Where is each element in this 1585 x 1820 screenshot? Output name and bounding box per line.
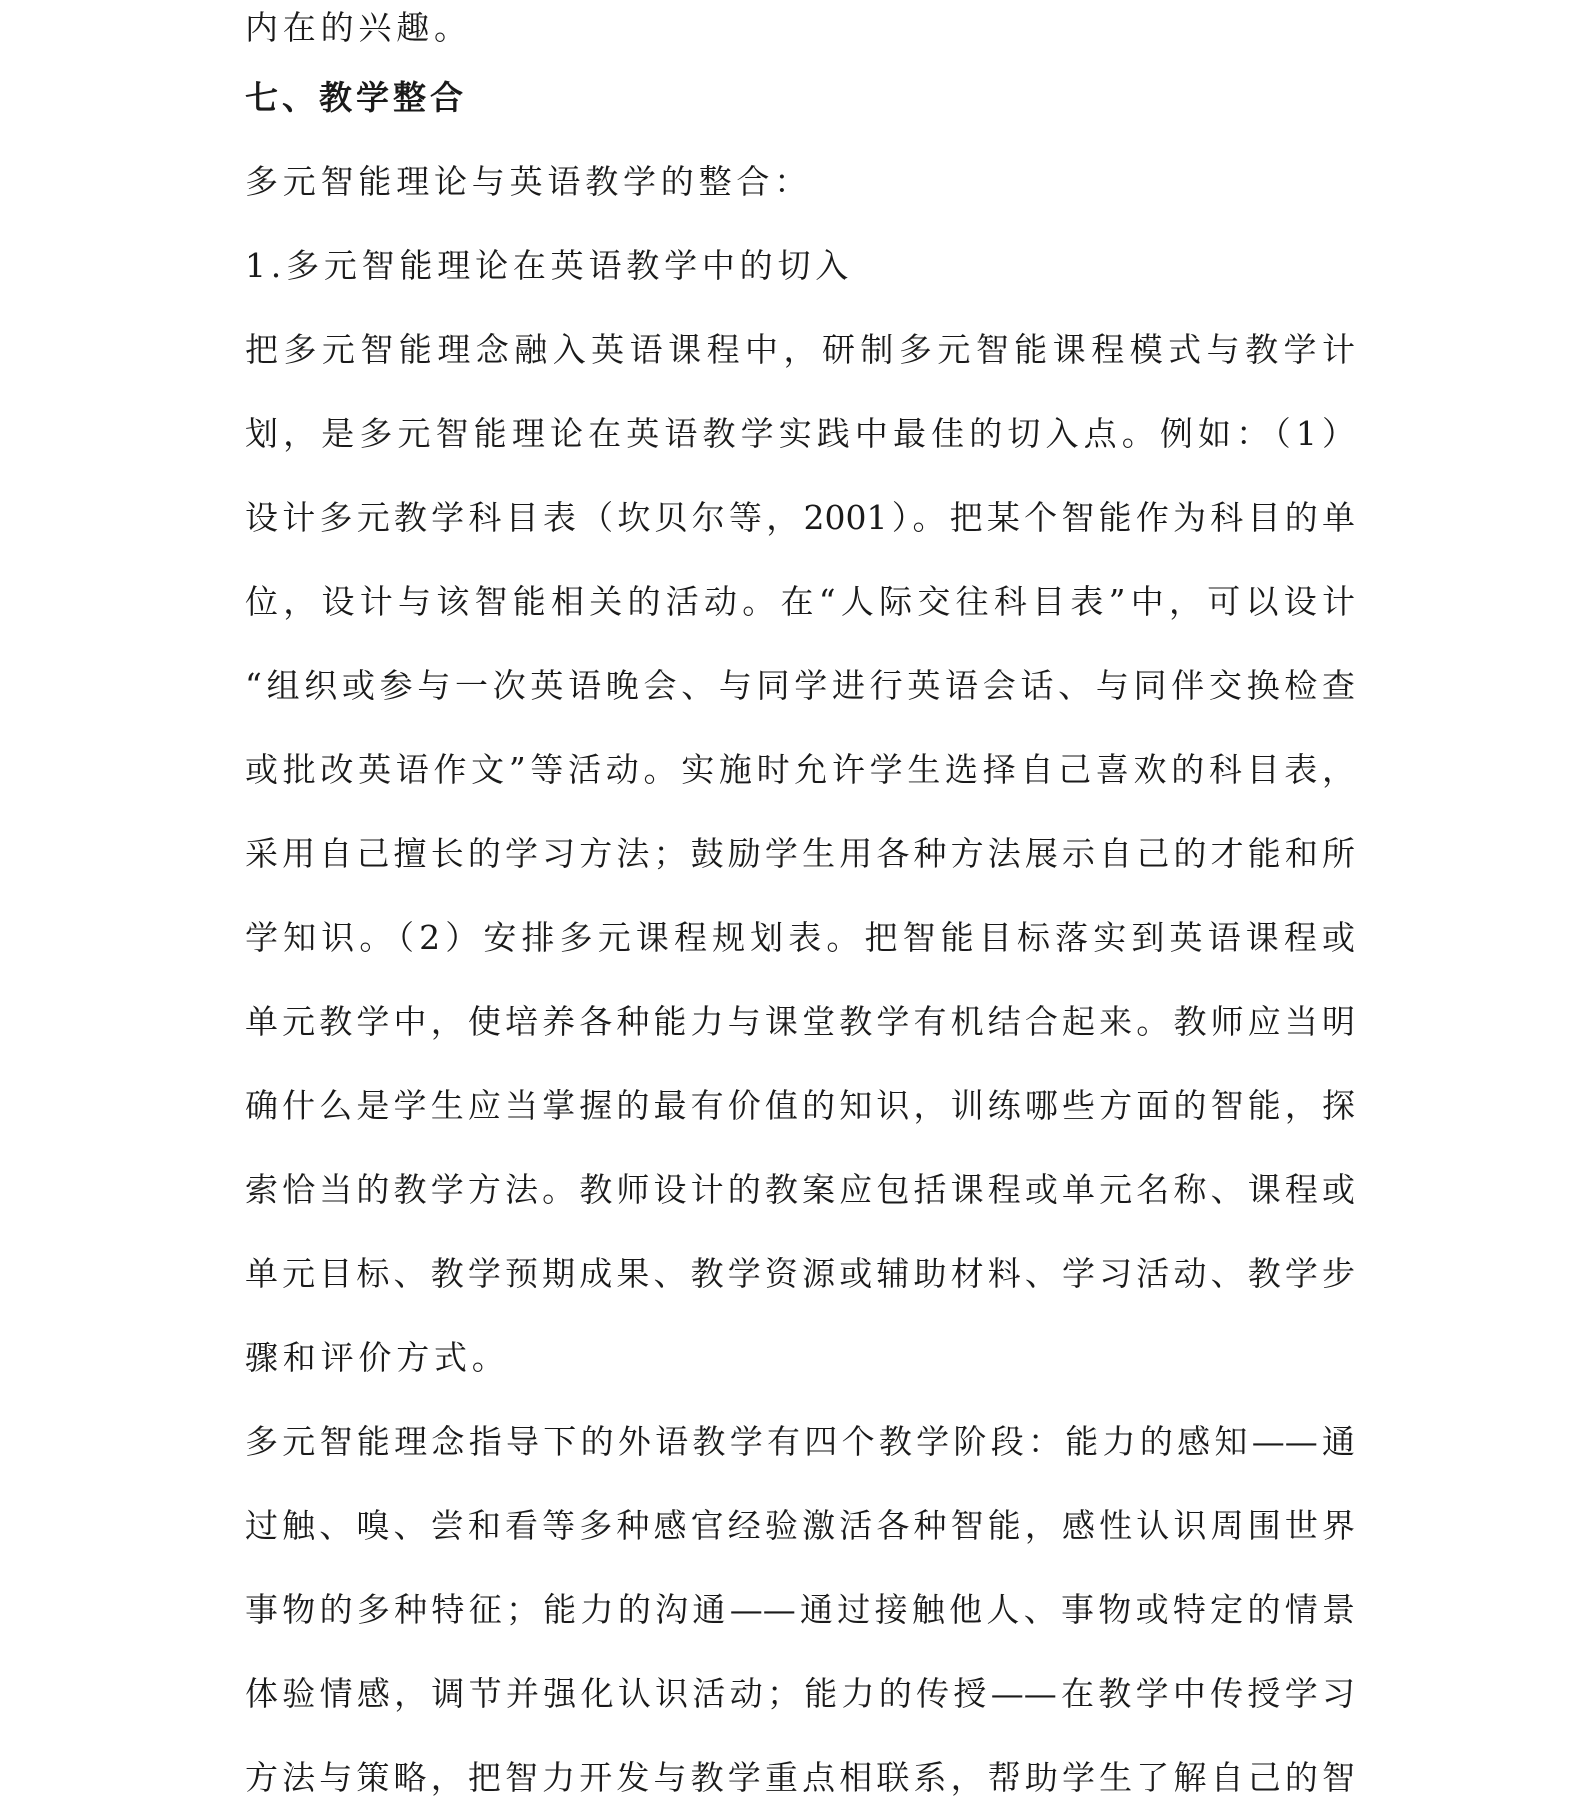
paragraph-line: 单元教学中，使培养各种能力与课堂教学有机结合起来。教师应当明: [245, 1002, 1355, 1041]
paragraph-line: 或批改英语作文”等活动。实施时允许学生选择自己喜欢的科目表，: [245, 750, 1355, 789]
subsection-heading: 1.多元智能理论在英语教学中的切入: [245, 246, 854, 285]
paragraph-line: 学知识。（2）安排多元课程规划表。把智能目标落实到英语课程或: [245, 918, 1355, 957]
paragraph-line: 方法与策略，把智力开发与教学重点相联系，帮助学生了解自己的智: [245, 1758, 1355, 1797]
document-body: [245, 0, 1355, 1820]
paragraph-line: 把多元智能理念融入英语课程中，研制多元智能课程模式与教学计: [245, 330, 1355, 369]
paragraph-line: 划，是多元智能理论在英语教学实践中最佳的切入点。例如：（1）: [245, 414, 1355, 453]
paragraph-line: “组织或参与一次英语晚会、与同学进行英语会话、与同伴交换检查: [245, 666, 1355, 705]
paragraph-line: 事物的多种特征；能力的沟通——通过接触他人、事物或特定的情景: [245, 1590, 1355, 1629]
paragraph-line: 设计多元教学科目表（坎贝尔等，2001）。把某个智能作为科目的单: [245, 498, 1355, 537]
paragraph-line: 骤和评价方式。: [245, 1338, 510, 1377]
section-heading: 七、教学整合: [245, 78, 467, 117]
paragraph-line: 位，设计与该智能相关的活动。在“人际交往科目表”中，可以设计: [245, 582, 1355, 621]
paragraph-line: 体验情感，调节并强化认识活动；能力的传授——在教学中传授学习: [245, 1674, 1355, 1713]
paragraph-line: 采用自己擅长的学习方法；鼓励学生用各种方法展示自己的才能和所: [245, 834, 1355, 873]
paragraph-line: 内在的兴趣。: [245, 8, 472, 47]
paragraph-line: 过触、嗅、尝和看等多种感官经验激活各种智能，感性认识周围世界: [245, 1506, 1355, 1545]
paragraph-line: 确什么是学生应当掌握的最有价值的知识，训练哪些方面的智能，探: [245, 1086, 1355, 1125]
paragraph-line: 多元智能理念指导下的外语教学有四个教学阶段：能力的感知——通: [245, 1422, 1355, 1461]
paragraph-line: 单元目标、教学预期成果、教学资源或辅助材料、学习活动、教学步: [245, 1254, 1355, 1293]
paragraph-line: 索恰当的教学方法。教师设计的教案应包括课程或单元名称、课程或: [245, 1170, 1355, 1209]
paragraph-line: 多元智能理论与英语教学的整合：: [245, 162, 812, 201]
